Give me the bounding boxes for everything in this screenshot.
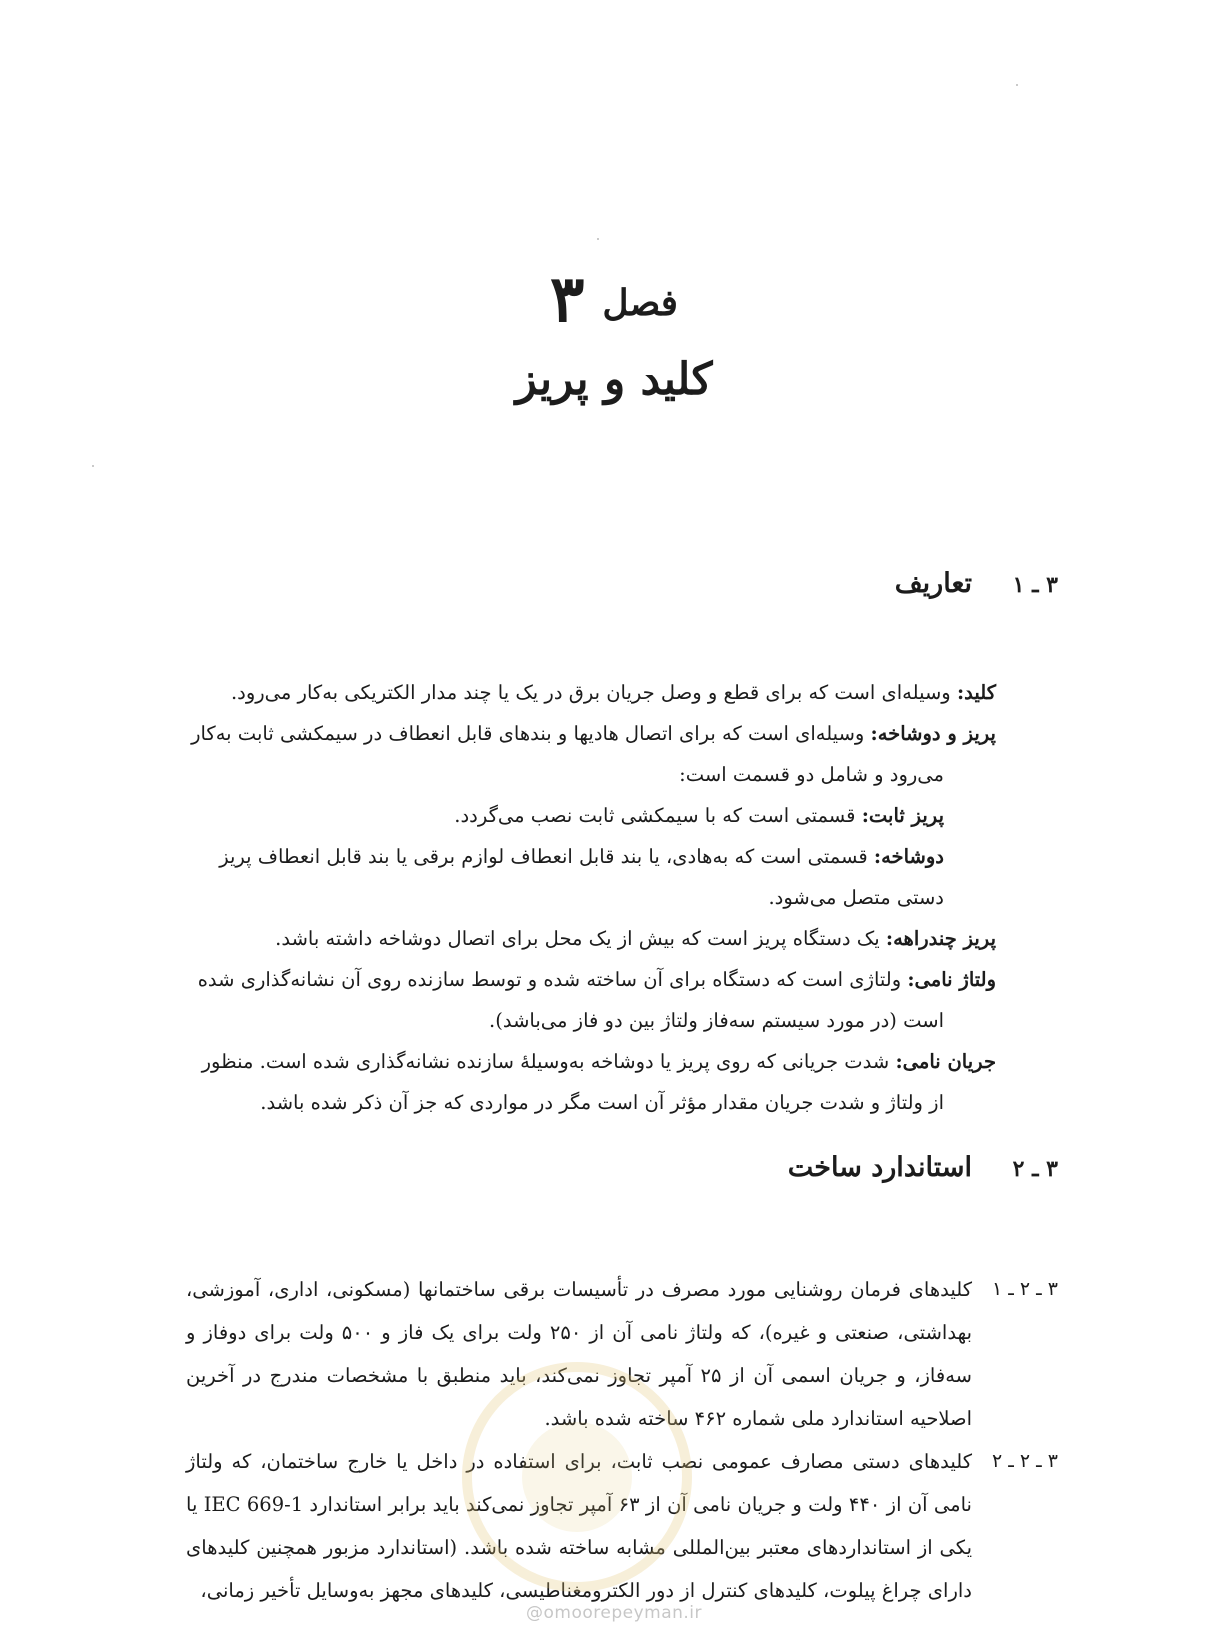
scan-speck [1016,84,1018,86]
definition-text: شدت جریانی که روی پریز یا دوشاخه به‌وسیلهٔ سازنده نشانه‌گذاری شده است. منظور [201,1050,890,1073]
section-heading-definitions [158,566,1058,601]
definition-term: پریز و دوشاخه: [870,722,996,745]
section-title: استاندارد ساخت [787,1152,972,1183]
definition-item [186,672,996,713]
definition-term: پریز چندراهه: [885,927,996,950]
definition-term: دوشاخه: [873,845,944,868]
definition-item [186,959,996,1041]
definition-item [186,713,996,795]
definition-continuation: است (در مورد سیستم سه‌فاز ولتاژ بین دو فاز می‌باشد). [489,1009,944,1032]
clause-number: ۳ ـ ۲ ـ ۱ [992,1278,1058,1300]
scan-speck [92,465,94,467]
section-title: تعاریف [894,568,972,599]
chapter-heading [0,262,1228,407]
chapter-label: فصل [602,282,679,324]
definition-term: ولتاژ نامی: [907,968,996,991]
section-heading-standard [158,1150,1058,1185]
clause-text: کلیدهای دستی مصارف عمومی نصب ثابت، برای استفاده در داخل یا خارج ساختمان، که ولتاژ نامی آن از ۴۴۰ ولت و جریان نامی آن از ۶۳ آمپر تجاوز نمی‌کند باید برابر استاندارد IEC 669-1 یا یکی از استانداردهای معتبر بین‌المللی مشابه ساخته شده باشد. (استاندارد مزبور همچنین کلیدهای دارای چراغ پیلوت، کلیدهای کنترل از دور الکترومغناطیسی، کلیدهای مجهز به‌وسایل تأخیر زمانی، [186,1450,972,1602]
definition-term: کلید: [956,681,996,704]
scan-speck [597,238,599,240]
chapter-number: ۳ [549,262,585,337]
watermark-url: @omoorepeyman.ir [525,1603,703,1623]
definition-item [186,1041,996,1123]
definition-term: جریان نامی: [895,1050,996,1073]
definition-item [186,836,996,918]
section-number: ۳ ـ ۲ [1012,1156,1058,1182]
chapter-title: کلید و پریز [515,354,713,405]
definition-text: یک دستگاه پریز است که بیش از یک محل برای اتصال دوشاخه داشته باشد. [275,927,880,950]
section-number: ۳ ـ ۱ [1012,572,1058,598]
definition-text: وسیله‌ای است که برای قطع و وصل جریان برق در یک یا چند مدار الکتریکی به‌کار می‌رود. [230,681,951,704]
definition-item [186,795,996,836]
watermark-seal-icon [462,1362,692,1592]
definition-term: پریز ثابت: [861,804,944,827]
chapter-label-line [0,262,1228,337]
clause-number: ۳ ـ ۲ ـ ۲ [992,1450,1058,1472]
definitions-list [186,672,996,1123]
definition-continuation: می‌رود و شامل دو قسمت است: [679,763,944,786]
clause-text: کلیدهای فرمان روشنایی مورد مصرف در تأسیسات برقی ساختمانها (مسکونی، اداری، آموزشی، بهداشتی، صنعتی و غیره)، که ولتاژ نامی آن از ۲۵۰ ولت برای یک فاز و ۵۰۰ ولت برای دوفاز و سه‌فاز، و جریان اسمی آن از ۲۵ آمپر تجاوز نمی‌کند، باید منطبق با مشخصات مندرج در آخرین اصلاحیه استاندارد ملی شماره ۴۶۲ ساخته شده باشد. [186,1278,972,1430]
definition-text: وسیله‌ای است که برای اتصال هادیها و بندهای قابل انعطاف در سیمکشی ثابت به‌کار [191,722,865,745]
definition-item [186,918,996,959]
definition-text: قسمتی است که با سیمکشی ثابت نصب می‌گردد. [454,804,856,827]
definition-text: ولتاژی است که دستگاه برای آن ساخته شده و توسط سازنده روی آن نشانه‌گذاری شده [197,968,902,991]
definition-continuation: دستی متصل می‌شود. [768,886,944,909]
definition-text: قسمتی است که به‌هادی، یا بند قابل انعطاف لوازم برقی یا بند قابل انعطاف پریز [219,845,868,868]
definition-continuation: از ولتاژ و شدت جریان مقدار مؤثر آن است مگر در مواردی که جز آن ذکر شده باشد. [260,1091,944,1114]
